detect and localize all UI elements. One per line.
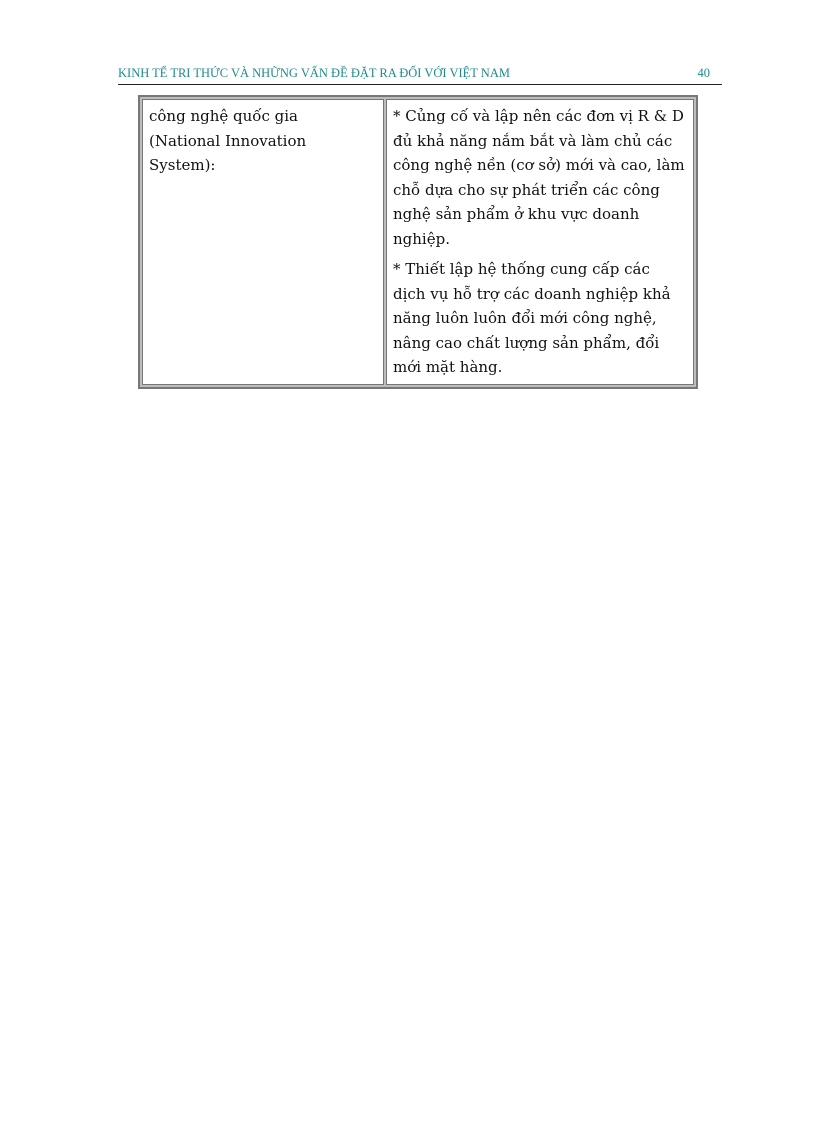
page-header [118, 64, 722, 85]
running-header-title: KINH TẾ TRI THỨC VÀ NHỮNG VẤN ĐỀ ĐẶT RA ĐỐI VỚI VIỆT NAM [118, 66, 510, 80]
table-row [142, 99, 694, 385]
content-table [138, 95, 698, 389]
right-cell-paragraph: * Củng cố và lập nên các đơn vị R & D đủ khả năng nắm bắt và làm chủ các công nghệ nền (cơ sở) mới và cao, làm chỗ dựa cho sự phát triển các công nghệ sản phẩm ở khu vực doanh nghiệp. [393, 107, 685, 248]
table-cell-right [386, 99, 694, 385]
left-cell-line: (National Innovation [149, 131, 307, 150]
left-cell-line: System): [149, 156, 216, 174]
left-cell-line: công nghệ quốc gia [149, 107, 298, 125]
table-cell-left [142, 99, 384, 385]
page-number: 40 [697, 66, 710, 80]
right-cell-paragraph: * Thiết lập hệ thống cung cấp các dịch vụ hỗ trợ các doanh nghiệp khả năng luôn luôn đổi mới công nghệ, nâng cao chất lượng sản phẩm, đổi mới mặt hàng. [393, 260, 671, 376]
